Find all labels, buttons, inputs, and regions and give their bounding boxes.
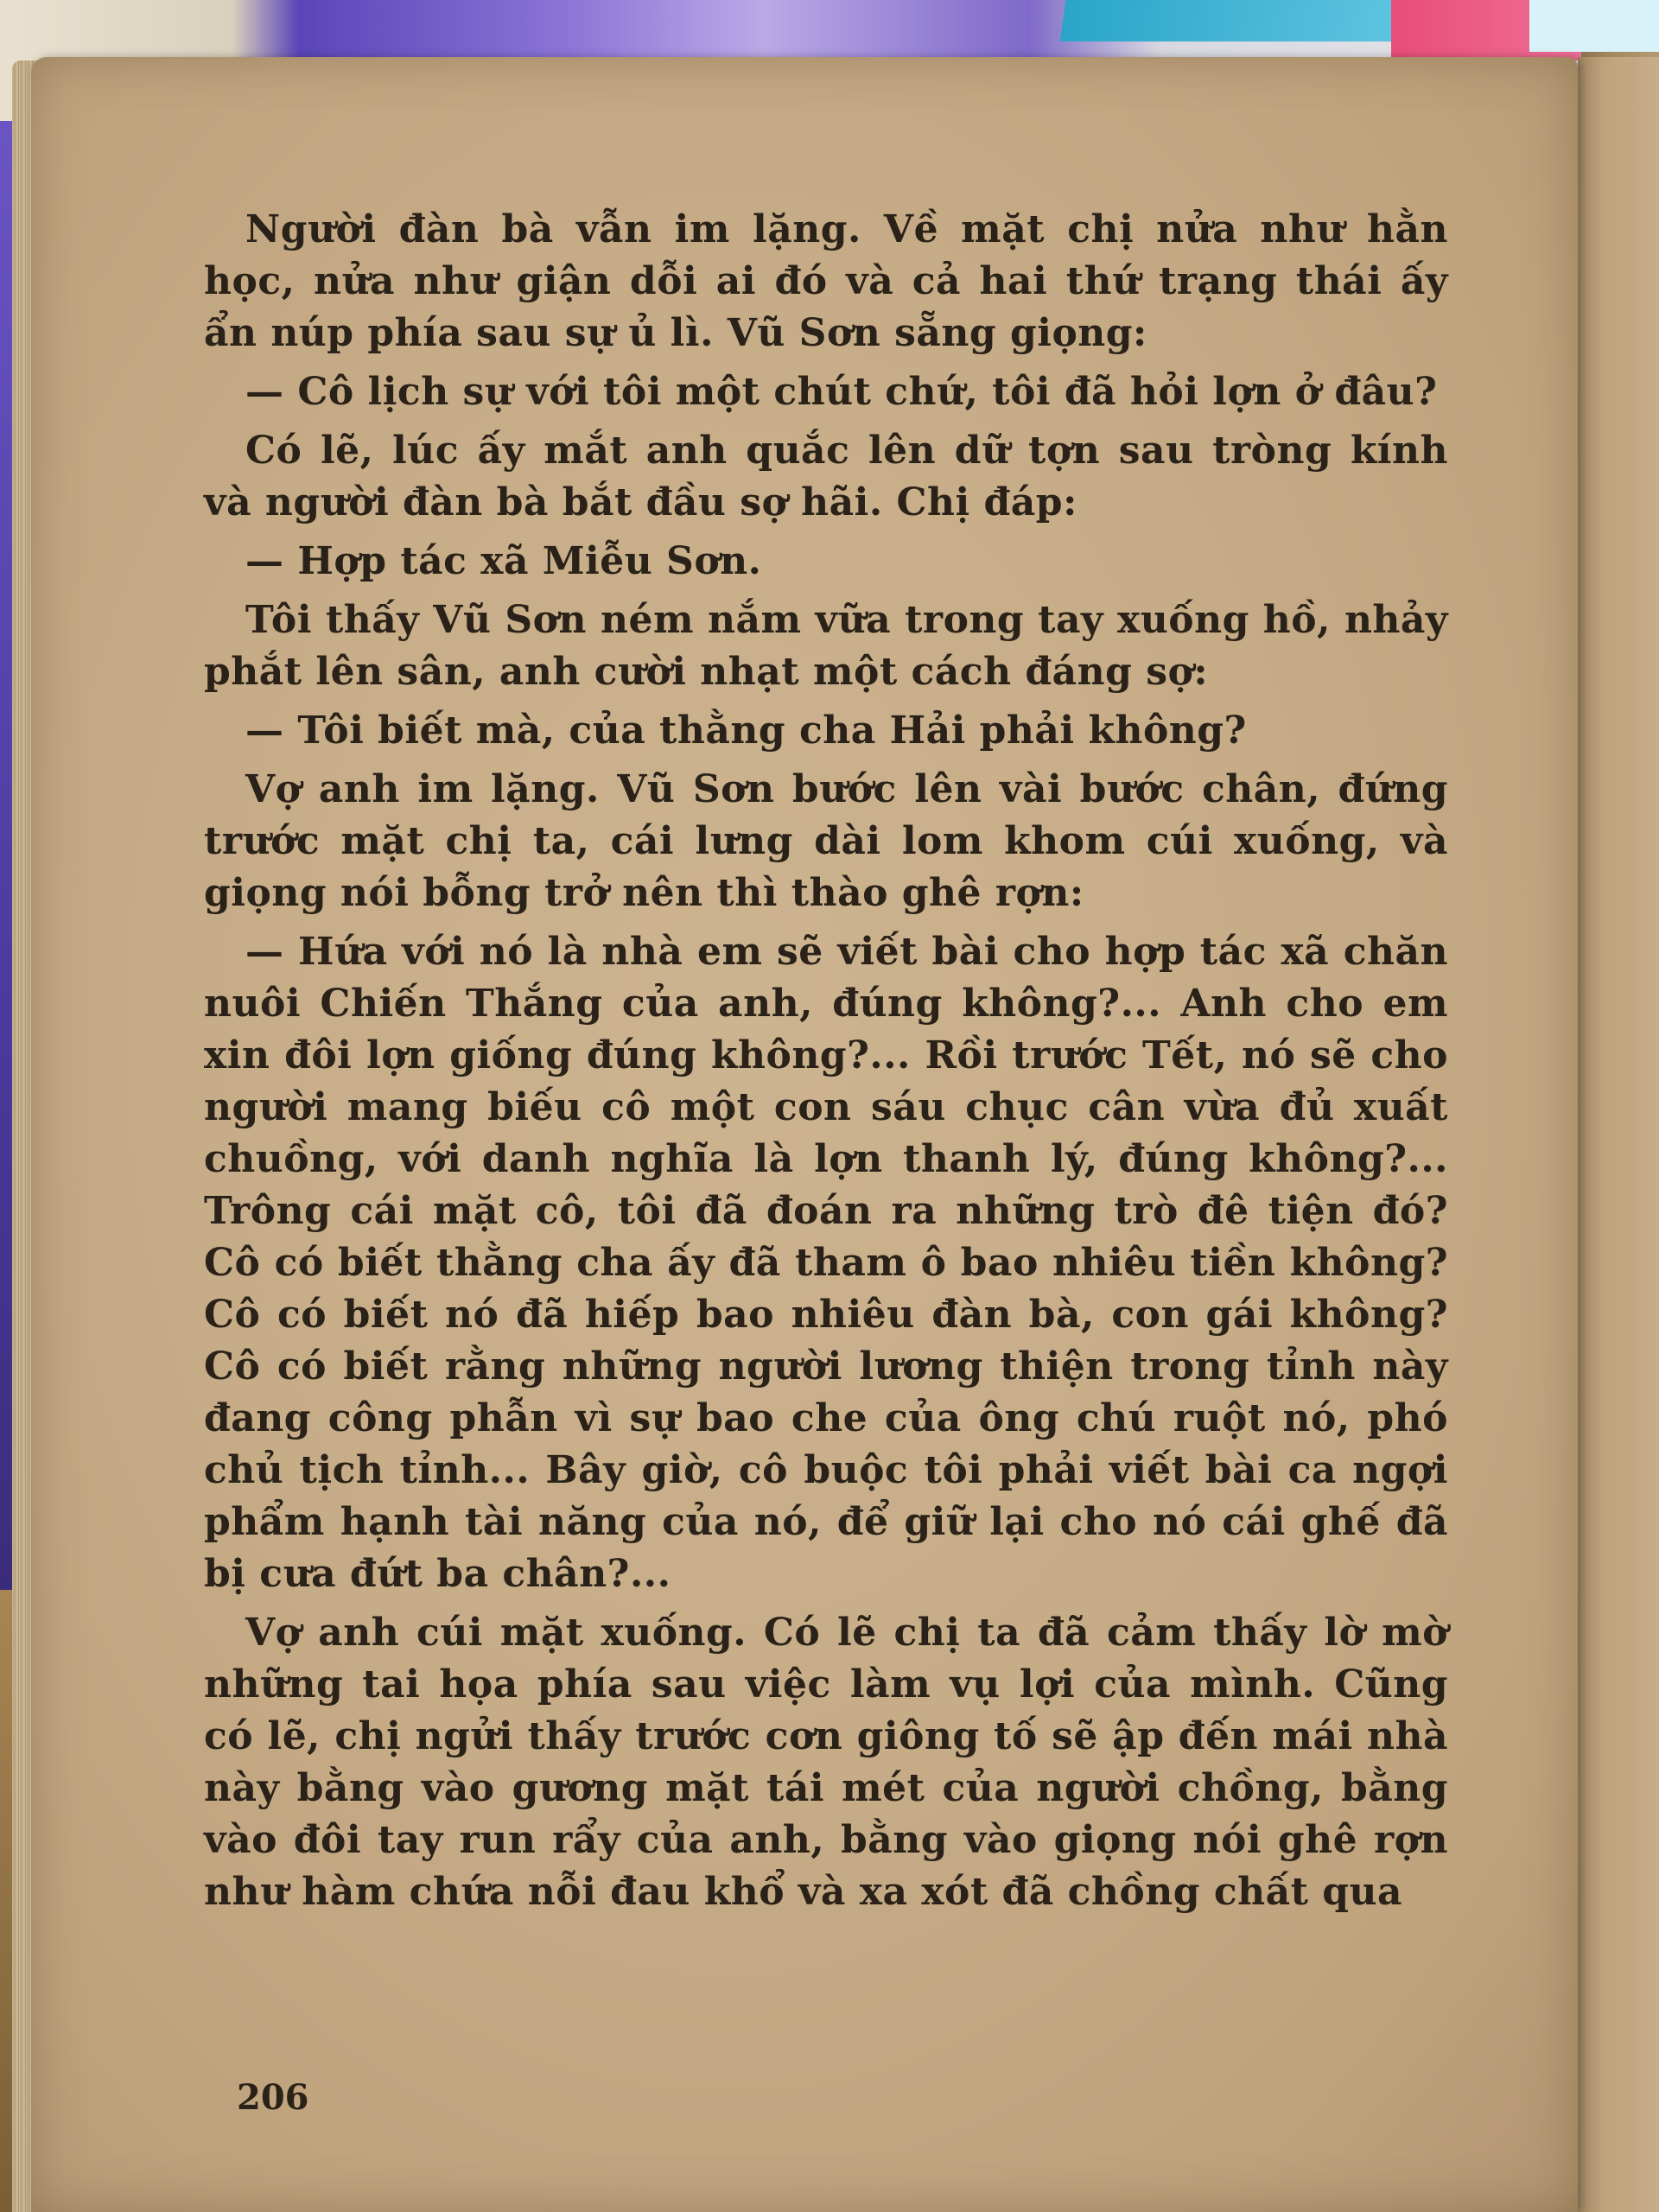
- paragraph-7: Vợ anh im lặng. Vũ Sơn bước lên vài bước chân, đứng trước mặt chị ta, cái lưng dài lom khom cúi xuống, và giọng nói bỗng trở nên thì thào ghê rợn:: [204, 767, 1448, 915]
- book-page: [31, 57, 1578, 2212]
- paragraph-6: — Tôi biết mà, của thằng cha Hải phải không?: [245, 709, 1247, 753]
- paragraph-3: Có lẽ, lúc ấy mắt anh quắc lên dữ tợn sau tròng kính và người đàn bà bắt đầu sợ hãi. Chị đáp:: [204, 429, 1448, 524]
- page-number: 206: [237, 2077, 309, 2118]
- paragraph-8: — Hứa với nó là nhà em sẽ viết bài cho hợp tác xã chăn nuôi Chiến Thắng của anh, đúng không?... Anh cho em xin đôi lợn giống đúng không?... Rồi trước Tết, nó sẽ cho người mang biếu cô một con sáu chục cân vừa đủ xuất chuồng, với danh nghĩa là lợn thanh lý, đúng không?... Trông cái mặt cô, tôi đã đoán ra những trò đê tiện đó? Cô có biết thằng cha ấy đã tham ô bao nhiêu tiền không? Cô có biết nó đã hiếp bao nhiêu đàn bà, con gái không? Cô có biết rằng những người lương thiện trong tỉnh này đang công phẫn vì sự bao che của ông chú ruột nó, phó chủ tịch tỉnh... Bây giờ, cô buộc tôi phải viết bài ca ngợi phẩm hạnh tài năng của nó, để giữ lại cho nó cái ghế đã bị cưa đứt ba chân?...: [204, 930, 1448, 1596]
- paragraph-2: — Cô lịch sự với tôi một chút chứ, tôi đã hỏi lợn ở đâu?: [245, 370, 1438, 414]
- paragraph-4: — Hợp tác xã Miễu Sơn.: [245, 539, 762, 583]
- background-book-cyan: [1529, 0, 1659, 52]
- paragraph-1: Người đàn bà vẫn im lặng. Về mặt chị nửa như hằn học, nửa như giận dỗi ai đó và cả hai thứ trạng thái ấy ẩn núp phía sau sự ủ lì. Vũ Sơn sẵng giọng:: [204, 207, 1448, 355]
- facing-page-edge: [1578, 57, 1659, 2212]
- paragraph-5: Tôi thấy Vũ Sơn ném nắm vữa trong tay xuống hồ, nhảy phắt lên sân, anh cười nhạt một cách đáng sợ:: [204, 598, 1448, 694]
- paragraph-9: Vợ anh cúi mặt xuống. Có lẽ chị ta đã cảm thấy lờ mờ những tai họa phía sau việc làm vụ lợi của mình. Cũng có lẽ, chị ngửi thấy trước cơn giông tố sẽ ập đến mái nhà này bằng vào gương mặt tái mét của người chồng, bằng vào đôi tay run rẩy của anh, bằng vào giọng nói ghê rợn như hàm chứa nỗi đau khổ và xa xót đã chồng chất qua: [204, 1611, 1448, 1914]
- background-book-blue: [1060, 0, 1429, 41]
- page-body-text: [204, 204, 1448, 1925]
